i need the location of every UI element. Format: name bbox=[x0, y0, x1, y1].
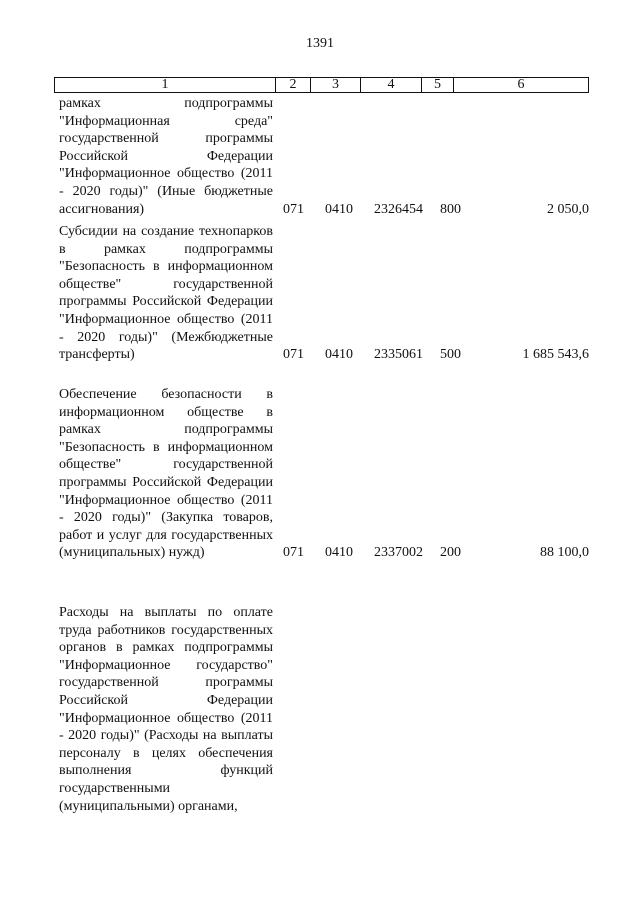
row-description: рамках подпрограммы "Информационная среда" государственной программы Российской Федерации "Информационное общество (2011 - 2020 годы)" (Иные бюджетные ассигнования) bbox=[59, 96, 273, 217]
header-col-5: 5 bbox=[422, 78, 454, 92]
row-col-5: 800 bbox=[440, 201, 461, 217]
page-number: 1391 bbox=[306, 36, 334, 51]
table-header bbox=[54, 77, 589, 93]
row-col-6: 2 050,0 bbox=[547, 201, 589, 217]
row-col-6: 1 685 543,6 bbox=[522, 347, 589, 363]
table-row bbox=[59, 386, 589, 562]
table-row bbox=[59, 604, 589, 815]
row-col-2: 071 bbox=[283, 201, 304, 217]
row-col-5: 500 bbox=[440, 347, 461, 363]
header-col-2: 2 bbox=[276, 78, 311, 92]
row-description: Обеспечение безопасности в информационном обществе в рамках подпрограммы "Безопасность в информационном обществе" государственной программы Российской Федерации "Информационное общество (2011 - 2020 годы)" (Закупка товаров, работ и услуг для государственных (муниципальных) нужд) bbox=[59, 387, 273, 561]
table-row bbox=[59, 95, 589, 218]
row-description: Расходы на выплаты по оплате труда работников государственных органов в рамках подпрограммы "Информационное государство" государственной программы Российской Федерации "Информационное общество (2011 - 2020 годы)" (Расходы на выплаты персоналу в целях обеспечения выполнения функций государственными (муниципальными) органами, bbox=[59, 605, 273, 814]
row-col-2: 071 bbox=[283, 347, 304, 363]
row-col-3: 0410 bbox=[325, 545, 353, 561]
row-col-6: 88 100,0 bbox=[540, 545, 589, 561]
row-col-4: 2326454 bbox=[374, 201, 423, 217]
row-col-4: 2337002 bbox=[374, 545, 423, 561]
row-col-3: 0410 bbox=[325, 347, 353, 363]
header-col-1: 1 bbox=[55, 78, 276, 92]
row-description: Субсидии на создание технопарков в рамках подпрограммы "Безопасность в информационном обществе" государственной программы Российской Федерации "Информационное общество (2011 - 2020 годы)" (Межбюджетные трансферты) bbox=[59, 224, 273, 363]
header-col-4: 4 bbox=[361, 78, 422, 92]
row-col-3: 0410 bbox=[325, 201, 353, 217]
table-row bbox=[59, 223, 589, 364]
header-col-3: 3 bbox=[311, 78, 361, 92]
row-col-5: 200 bbox=[440, 545, 461, 561]
row-col-4: 2335061 bbox=[374, 347, 423, 363]
row-col-2: 071 bbox=[283, 545, 304, 561]
header-col-6: 6 bbox=[517, 77, 525, 92]
